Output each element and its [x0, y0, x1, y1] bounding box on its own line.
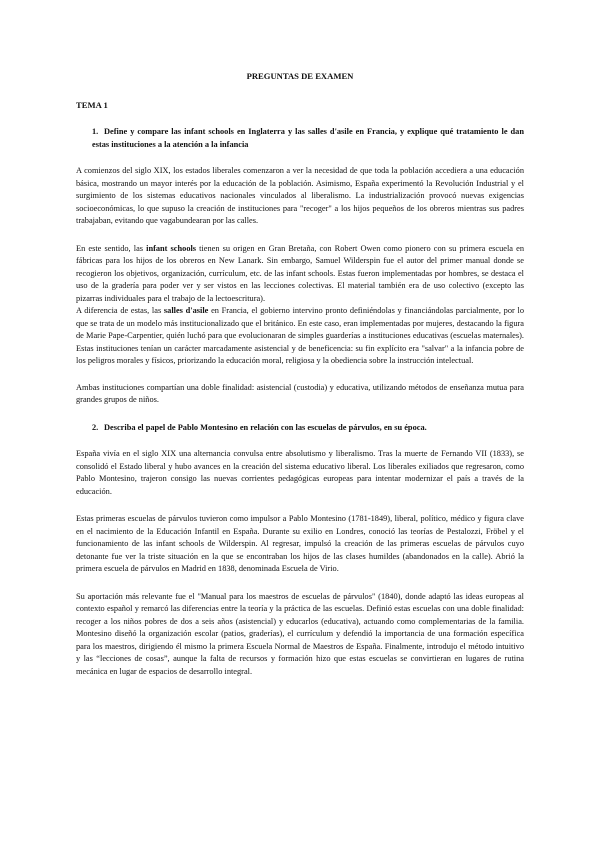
document-title: PREGUNTAS DE EXAMEN	[246, 71, 354, 81]
paragraph-5: España vivía en el siglo XIX una alternancia convulsa entre absolutismo y liberalismo. Tras la muerte de Fernando VII (1833), se consolidó el Estado liberal y hubo avances en la creación del sistema educativo liberal. Los liberales exiliados que regresaron, como Pablo Montesino, trajeron consigo las nuevas corrientes pedagógicas europeas para intentar modernizar el país a través de la educación.	[76, 449, 524, 496]
term-infant-schools: infant schools	[146, 243, 197, 253]
paragraph-2-intro: En este sentido, las	[76, 243, 147, 253]
question-2-text: Describa el papel de Pablo Montesino en relación con las escuelas de párvulos, en su época.	[104, 422, 427, 432]
paragraph-3-body: en Francia, el gobierno intervino pronto definiéndolas y financiándolas parcialmente, por lo que se trata de un modelo más institucionalizado que el británico. En este caso, eran implementadas por mujeres, destacando la figura de Marie Pape-Carpentier, quién luchó para que evolucionaran de simples guarderías a instituciones educativas (escuelas maternales). Estas instituciones tenían un carácter marcadamente asistencial y de beneficencia: su fin explícito era "salvar" a la infancia pobre de los peligros morales y físicos, priorizando la educación moral, religiosa y la obediencia sobre la instrucción intelectual.	[76, 306, 524, 365]
question-1-text: Define y compare las infant schools en Inglaterra y las salles d'asile en Francia, y explique qué tratamiento le dan estas instituciones a la atención a la infancia	[92, 127, 524, 149]
term-salles-dasile: salles d'asile	[163, 306, 209, 315]
paragraph-3	[76, 305, 524, 368]
paragraph-3-intro: A diferencia de estas, las	[76, 306, 164, 315]
paragraph-1: A comienzos del siglo XIX, los estados liberales comenzaron a ver la necesidad de que toda la población accediera a una educación básica, mostrando un mayor interés por la educación de la población. Asimismo, España experimentó la Revolución Industrial y el surgimiento de los sistemas educativos nacionales vinculados al liberalismo. La industrialización provocó nuevas exigencias socioeconómicas, lo que supuso la creación de instituciones para "recoger" a los hijos pequeños de los obreros mientras sus padres trabajaban, evitando que vagabundearan por las calles.	[76, 166, 524, 225]
paragraph-7: Su aportación más relevante fue el "Manual para los maestros de escuelas de párvulos" (1840), donde adaptó las ideas europeas al contexto español y remarcó las diferencias entre la teoría y la práctica de las escuelas. Definió estas escuelas con una doble finalidad: recoger a los niños pobres de dos a seis años (asistencial) y educarlos (educativa), actuando como complementarias de la familia. Montesino diseñó la organización escolar (patios, graderías), el currículum y defendió la importancia de una formación específica para los maestros, dirigiendo él mismo la primera Escuela Normal de Maestros de España. Finalmente, introdujo el método intuitivo y las “lecciones de cosas”, aunque la falta de recursos y formación hizo que estas escuelas se convirtieran en lugares de rutina mecánica en lugar de espacios de desarrollo integral.	[76, 591, 524, 676]
section-heading: TEMA 1	[76, 99, 108, 110]
question-1	[76, 126, 524, 151]
paragraph-6: Estas primeras escuelas de párvulos tuvieron como impulsor a Pablo Montesino (1781-1849), liberal, político, médico y figura clave en el nacimiento de la Educación Infantil en España. Durante su exilio en Londres, conoció las teorías de Pestalozzi, Fröbel y el funcionamiento de las infant schools de Wilderspin. Al regresar, impulsó la creación de las primeras escuelas de párvulos cuyo detonante fue ver la triste situación en la que se encontraban los hijos de las clases humildes (abandonados en la calle). Abrió la primera escuela de párvulos en Madrid en 1838, denominada Escuela de Virio.	[76, 514, 524, 573]
question-2	[76, 422, 524, 435]
paragraph-2-body: tienen su origen en Gran Bretaña, con Robert Owen como pionero con su primera escuela en fábricas para los hijos de los obreros en New Lanark. Sin embargo, Samuel Wilderspin fue el autor del primer manual donde se recogieron los objetivos, organización, currículum, etc. de las infant schools. Estas fueron implementadas por hombres, se destaca el uso de la gradería para poder ver y ser vistos en las lecciones colectivas. El material también era de uso colectivo (excepto las pizarras individuales para el trabajo de la lectoescritura).	[76, 243, 524, 303]
question-2-number: 2.	[92, 422, 99, 432]
paragraph-4: Ambas instituciones compartían una doble finalidad: asistencial (custodia) y educativa, utilizando métodos de enseñanza mutua para grandes grupos de niños.	[76, 382, 524, 404]
question-1-number: 1.	[92, 127, 99, 136]
paragraph-2	[76, 243, 524, 306]
